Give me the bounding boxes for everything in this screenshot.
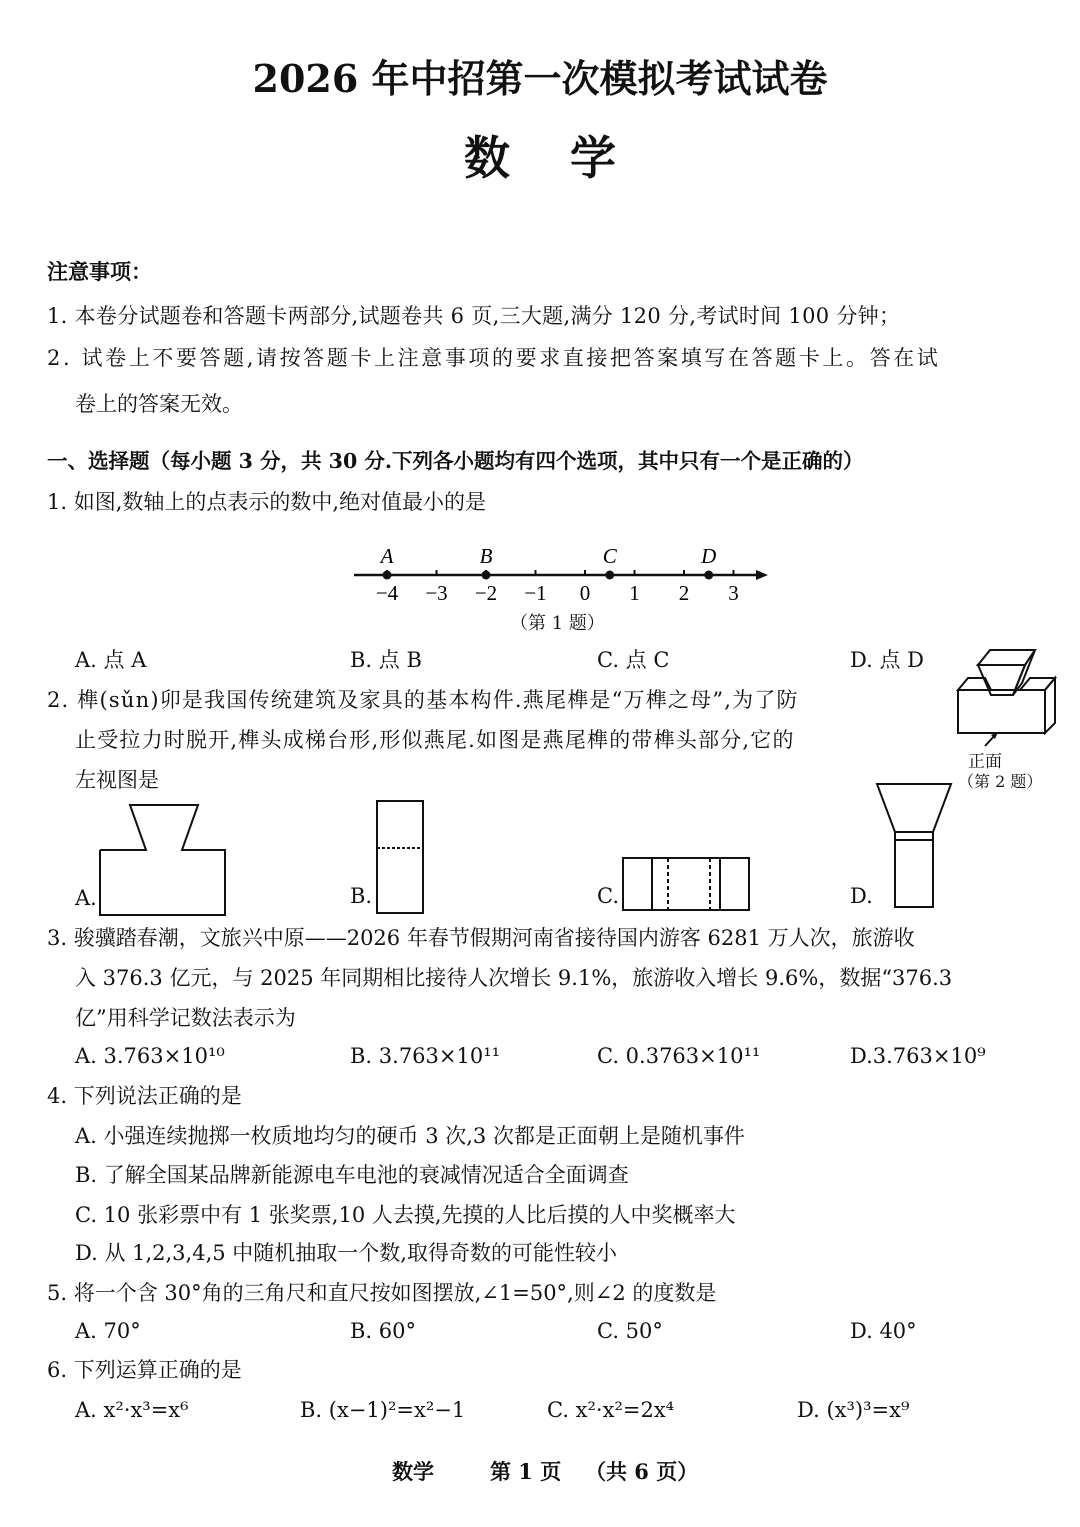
option-d: D. [850,884,873,908]
option-b-figure [376,800,426,918]
tick-label: 0 [579,581,591,605]
footer-total: （共 6 页） [585,1459,699,1484]
question-stem: 止受拉力时脱开,榫头成梯台形,形似燕尾.如图是燕尾榫的带榫头部分,它的 [75,728,795,752]
option-c-figure [622,857,752,913]
option-d: D. 40° [850,1319,917,1343]
axis-arrow-icon [756,570,768,580]
tick-label: −4 [375,581,399,605]
question-stem: 亿”用科学记数法表示为 [75,1006,296,1030]
tick-label: 3 [728,581,739,605]
option-a: A. [75,886,97,910]
tick-label: 1 [629,581,640,605]
option-b: B. 60° [350,1319,417,1343]
notice-heading: 注意事项： [47,259,152,284]
section-heading: 一、选择题（每小题 3 分，共 30 分.下列各小题均有四个选项，其中只有一个是正确的） [47,449,864,473]
figure-caption: （第 1 题） [510,613,605,634]
question-stem: 6. 下列运算正确的是 [47,1358,242,1382]
question-stem: 左视图是 [75,768,159,792]
point-D [704,571,713,580]
point-label: C [602,544,617,568]
point-C [605,571,614,580]
option-c: C. 10 张彩票中有 1 张奖票,10 人去摸,先摸的人比后摸的人中奖概率大 [75,1203,736,1227]
option-d: D. (x³)³=x⁹ [797,1398,910,1422]
question-stem: 入 376.3 亿元，与 2025 年同期相比接待人次增长 9.1%，旅游收入增长 9.6%，数据“376.3 [75,966,953,990]
option-d-figure [875,782,955,912]
option-b: B. 点 B [350,648,422,672]
question-stem: 1. 如图,数轴上的点表示的数中,绝对值最小的是 [47,490,487,514]
option-d: D.3.763×10⁹ [850,1044,986,1068]
option-a: A. 小强连续抛掷一枚质地均匀的硬币 3 次,3 次都是正面朝上是随机事件 [75,1124,745,1148]
option-c: C. 0.3763×10¹¹ [597,1044,761,1068]
option-a: A. 点 A [75,648,147,672]
option-c: C. 50° [597,1319,663,1343]
figure-label: 正面 [968,752,1002,772]
point-A [383,571,392,580]
option-b: B. 3.763×10¹¹ [350,1044,501,1068]
option-b: B. (x−1)²=x²−1 [300,1398,466,1422]
subject-title: 数学 [464,131,676,185]
notice-item: 1. 本卷分试题卷和答题卡两部分,试题卷共 6 页,三大题,满分 120 分,考试时间 100 分钟； [47,304,901,328]
point-B [482,571,491,580]
question-stem: 2. 榫(sǔn)卯是我国传统建筑及家具的基本构件.燕尾榫是“万榫之母”,为了防 [47,688,799,712]
option-a-figure [100,800,230,920]
option-a: A. 3.763×10¹⁰ [75,1044,225,1068]
option-b: B. 了解全国某品牌新能源电车电池的衰减情况适合全面调查 [75,1163,629,1187]
option-b: B. [350,884,373,908]
point-label: D [701,544,717,568]
number-line-figure [340,540,780,610]
tick-label: −1 [524,581,547,605]
option-c: C. 点 C [597,648,670,672]
option-a: A. 70° [75,1319,141,1343]
footer-subject: 数学 [392,1459,434,1484]
option-c: C. x²·x²=2x⁴ [547,1398,675,1422]
option-a: A. x²·x³=x⁶ [75,1398,189,1422]
notice-item: 卷上的答案无效。 [75,392,243,416]
option-d: D. 点 D [850,648,924,672]
tick-label: −2 [474,581,498,605]
notice-item: 2. 试卷上不要答题,请按答题卡上注意事项的要求直接把答案填写在答题卡上。答在试 [47,346,941,370]
option-c: C. [597,884,619,908]
tick-label: 2 [678,581,690,605]
option-d: D. 从 1,2,3,4,5 中随机抽取一个数,取得奇数的可能性较小 [75,1241,617,1265]
dovetail-3d-figure [950,645,1060,755]
point-label: A [380,544,394,568]
exam-title: 2026 年中招第一次模拟考试试卷 [252,56,828,101]
question-stem: 4. 下列说法正确的是 [47,1084,242,1108]
footer-page: 第 1 页 [490,1459,562,1484]
question-stem: 3. 骏骥踏春潮，文旅兴中原——2026 年春节假期河南省接待国内游客 6281 万人次，旅游收 [47,926,915,950]
point-label: B [479,544,493,568]
tick-label: −3 [425,581,448,605]
figure-caption: （第 2 题） [958,772,1043,791]
front-arrow-icon [982,730,1002,750]
question-stem: 5. 将一个含 30°角的三角尺和直尺按如图摆放,∠1=50°,则∠2 的度数是 [47,1281,717,1305]
